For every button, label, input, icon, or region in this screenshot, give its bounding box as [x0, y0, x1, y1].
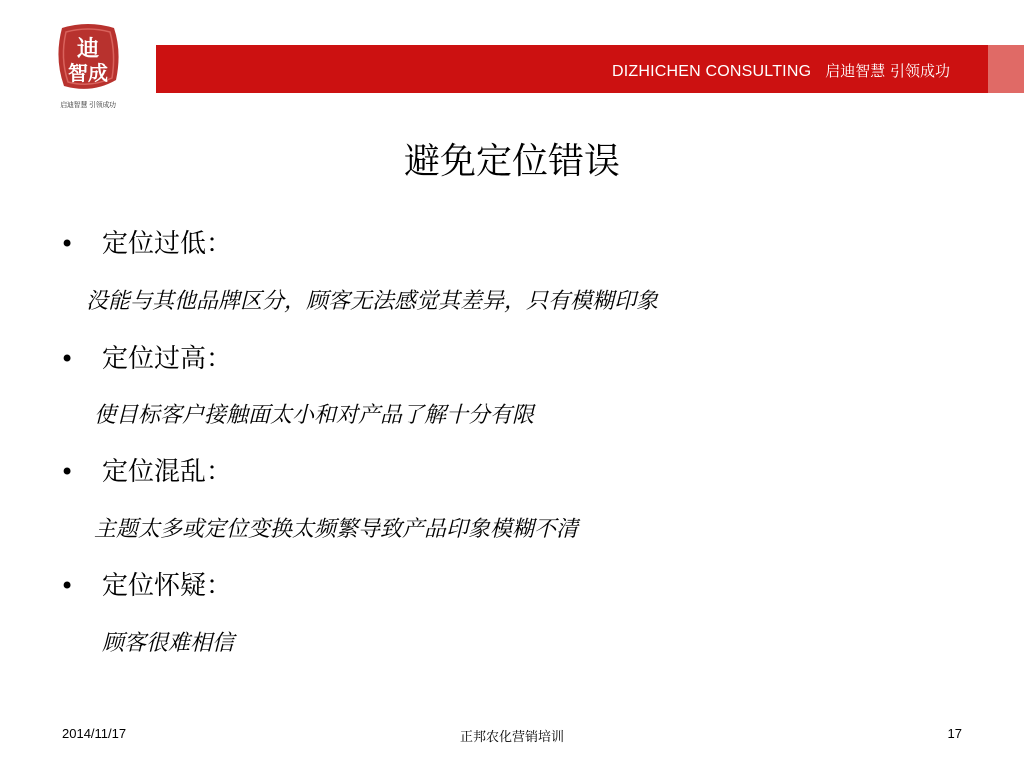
header-company-name: DIZHICHEN CONSULTING [611, 63, 812, 80]
page-number: 17 [947, 726, 962, 741]
header-slogan: 启迪智慧 引领成功 [825, 62, 950, 80]
item-description-1: 没能与其他品牌区分，顾客无法感觉其差异，只有模糊印象 [86, 289, 659, 314]
bullet-icon: • [60, 345, 75, 373]
item-description-4: 顾客很难相信 [102, 631, 235, 656]
header-text [612, 60, 950, 81]
item-heading-1 [60, 223, 232, 260]
logo-tagline: 启迪智慧 引领成功 [60, 101, 116, 109]
logo-seal-icon [52, 22, 124, 100]
item-heading-text: 定位过低： [102, 229, 233, 259]
item-heading-text: 定位怀疑： [102, 571, 233, 601]
slide-title: 避免定位错误 [403, 141, 620, 182]
logo-char-1: 迪 [76, 36, 100, 62]
item-heading-2 [60, 338, 232, 375]
company-logo [52, 22, 124, 110]
logo-char-2: 智成 [68, 61, 108, 85]
item-description-2: 使目标客户接触面太小和对产品了解十分有限 [94, 403, 535, 428]
bullet-icon: • [60, 230, 75, 258]
bullet-icon: • [60, 458, 75, 486]
bullet-icon: • [60, 572, 75, 600]
item-heading-3 [60, 451, 232, 488]
footer-date: 2014/11/17 [62, 726, 127, 741]
item-description-3: 主题太多或定位变换太频繁导致产品印象模糊不清 [94, 517, 579, 542]
footer-center-text: 正邦农化营销培训 [459, 730, 564, 745]
item-heading-text: 定位过高： [102, 344, 233, 374]
item-heading-4 [60, 565, 232, 602]
item-heading-text: 定位混乱： [102, 457, 233, 487]
header-corner-block [988, 45, 1024, 93]
